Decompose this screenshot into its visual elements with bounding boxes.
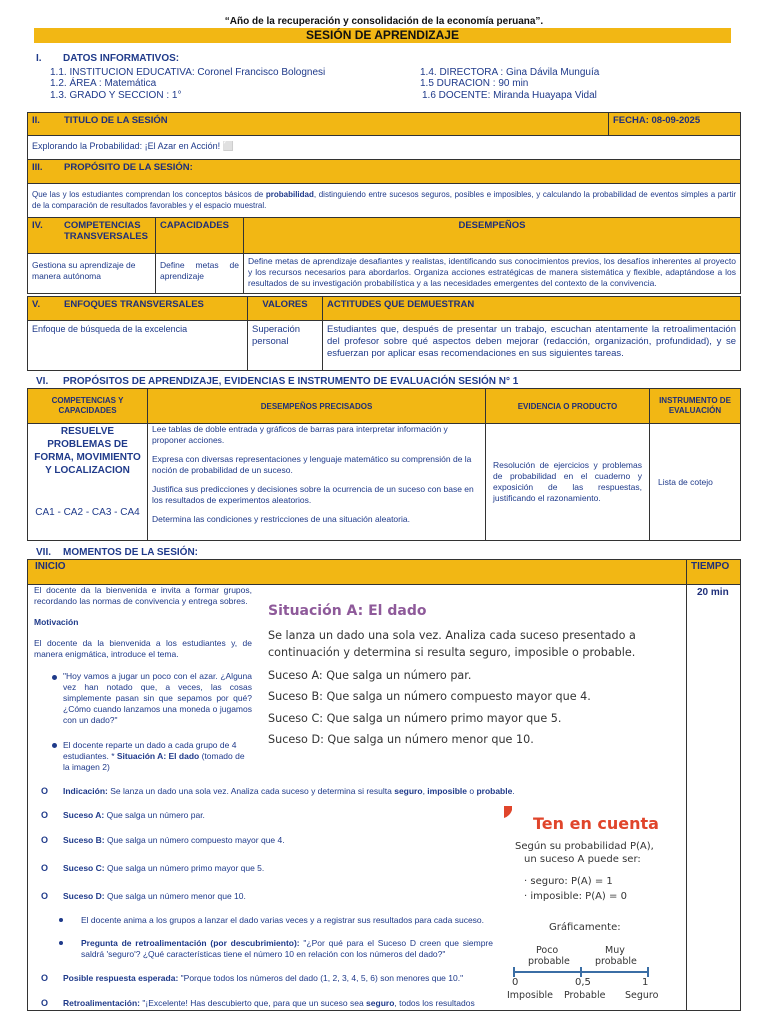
momentos-b2: El docente reparte un dado a cada grupo de 4 estudiantes. * Situación A: El dado (tomado de la imagen 2): [63, 740, 245, 772]
cuenta-n1: 1: [642, 977, 649, 988]
prop-h2: DESEMPEÑOS PRECISADOS: [148, 389, 486, 424]
bullet-dot: [59, 918, 63, 922]
datos-num: I.: [36, 53, 42, 64]
situacion-d: Suceso D: Que salga un número menor que 10.: [268, 733, 534, 746]
momentos-b4: Pregunta de retroalimentación (por descubrimiento): "¿Por qué para el Suceso D creen que siempre saldrá 'seguro'? ¿Qué características tiene el número 10 en relación con los números del dado?": [81, 938, 493, 959]
quote-icon: [502, 806, 522, 820]
cuenta-l4: · imposible: P(A) = 0: [524, 891, 627, 902]
datos-line-1: 1.1. INSTITUCION EDUCATIVA: Coronel Francisco Bolognesi: [50, 67, 326, 78]
inicio-header: [27, 559, 741, 585]
momentos-p2: El docente da la bienvenida a los estudiantes y, de manera enigmática, introduce el tema.: [34, 638, 252, 659]
situacion-a: Suceso A: Que salga un número par.: [268, 669, 472, 682]
suceso-a: Suceso A: Que salga un número par.: [63, 810, 205, 820]
comp-c3: Define metas de aprendizaje desafiantes y realistas, identificando sus conocimientos previos, los desafíos inherentes al proyecto y los recursos necesarios para abordarlos. Organiza acciones estratégicas de manera sistemática y flexible, adaptándose a los resultados de su investigación probabilística y a las necesidades emergentes del contexto de la convivencia.: [244, 254, 741, 294]
prop-instrumento: Lista de cotejo: [650, 424, 741, 541]
prop-evidencia: Resolución de ejercicios y problemas de probabilidad en el cuaderno y exposición de las respuestas, justificando el razonamiento.: [486, 424, 650, 541]
enf-num: V.: [32, 299, 41, 310]
retroalimentacion: Retroalimentación: "¡Excelente! Has descubierto que, para que un suceso sea seguro, todos los resultados: [63, 998, 475, 1008]
o-marker: O: [41, 810, 49, 820]
comp-h1: COMPETENCIAS TRANSVERSALES: [64, 220, 148, 242]
cuenta-graf: Gráficamente:: [549, 922, 621, 933]
situacion-title: Situación A: El dado: [268, 603, 427, 619]
session-title: SESIÓN DE APRENDIZAJE: [34, 28, 731, 43]
cuenta-n05: 0,5: [575, 977, 591, 988]
titulo-value: Explorando la Probabilidad: ¡El Azar en Acción! ⬜: [28, 136, 741, 160]
prop-label: PROPÓSITOS DE APRENDIZAJE, EVIDENCIAS E INSTRUMENTO DE EVALUACIÓN SESIÓN N° 1: [63, 376, 519, 387]
proposito-num: III.: [32, 162, 43, 173]
o-marker: O: [41, 863, 49, 873]
indicacion: Indicación: Se lanza un dado una sola vez. Analiza cada suceso y determina si resulta seguro, imposible o probable.: [63, 786, 515, 796]
situacion-text: Se lanza un dado una sola vez. Analiza cada suceso presentado a continuación y determina si resulta seguro, imposible o probable.: [268, 629, 636, 659]
enf-c1: Enfoque de búsqueda de la excelencia: [28, 321, 248, 371]
cuenta-l1: Según su probabilidad P(A),: [515, 841, 654, 852]
prop-d4: Determina las condiciones y restricciones de una situación aleatoria.: [152, 514, 410, 524]
comp-h2: CAPACIDADES: [156, 218, 244, 254]
suceso-c: Suceso C: Que salga un número primo mayor que 5.: [63, 863, 265, 873]
titulo-proposito-table: [27, 112, 741, 218]
datos-line-3: 1.3. GRADO Y SECCION : 1°: [50, 90, 182, 101]
proposito-text: Que las y los estudiantes comprendan los conceptos básicos de probabilidad, distinguiendo entre sucesos seguros, posibles e imposibles, y calculando la probabilidad de eventos simples a partir de la comparación de resultados favorables y el espacio muestral.: [28, 184, 741, 218]
competencias-table: [27, 217, 741, 294]
inicio-label: INICIO: [35, 561, 66, 572]
datos-right-1: 1.4. DIRECTORA : Gina Dávila Munguía: [420, 67, 600, 78]
proposito-label: PROPÓSITO DE LA SESIÓN:: [64, 162, 193, 173]
o-marker: O: [41, 835, 49, 845]
bullet-dot: [52, 675, 57, 680]
momentos-num: VII.: [36, 547, 52, 558]
suceso-b: Suceso B: Que salga un número compuesto mayor que 4.: [63, 835, 285, 845]
prop-d3: Justifica sus predicciones y decisiones sobre la ocurrencia de un suceso con base en los resultados de experimentos aleatorios.: [152, 484, 474, 505]
suceso-d: Suceso D: Que salga un número menor que 10.: [63, 891, 246, 901]
comp-c2: Define metas de aprendizaje: [156, 254, 244, 294]
comp-h3: DESEMPEÑOS: [244, 218, 741, 254]
prop-h3: EVIDENCIA O PRODUCTO: [486, 389, 650, 424]
prop-h4: INSTRUMENTO DE EVALUACIÓN: [650, 389, 741, 424]
comp-num: IV.: [32, 220, 43, 231]
propositos-table: [27, 388, 741, 541]
cuenta-muy: Muy: [605, 945, 625, 956]
prop-competencia: RESUELVE PROBLEMAS DE FORMA, MOVIMIENTO Y LOCALIZACION: [34, 426, 141, 476]
tiempo-label: TIEMPO: [691, 561, 730, 572]
momentos-b1: "Hoy vamos a jugar un poco con el azar. ¿Alguna vez han notado que, a veces, las cosas simplemente pasan sin que sepamos por qué? ¿Cómo cuando lanzamos una moneda o jugamos con un dado?": [63, 671, 252, 725]
o-marker: O: [41, 973, 49, 983]
datos-line-2: 1.2. ÁREA : Matemática: [50, 78, 157, 89]
bullet-dot: [59, 941, 63, 945]
comp-c1: Gestiona su aprendizaje de manera autónoma: [28, 254, 156, 294]
prop-d1: Lee tablas de doble entrada y gráficos de barras para interpretar información y proponer acciones.: [152, 424, 448, 445]
situacion-b: Suceso B: Que salga un número compuesto mayor que 4.: [268, 690, 591, 703]
cuenta-l3: · seguro: P(A) = 1: [524, 876, 613, 887]
o-marker: O: [41, 998, 49, 1008]
enf-h2: VALORES: [248, 297, 323, 321]
enf-c2: Superación personal: [248, 321, 323, 371]
titulo-label: TITULO DE LA SESIÓN: [64, 115, 168, 126]
cuenta-imp: Imposible: [507, 990, 554, 1001]
momentos-label: MOMENTOS DE LA SESIÓN:: [63, 547, 199, 558]
momentos-p1: El docente da la bienvenida e invita a formar grupos, recordando las normas de convivencia y entrega sobres.: [34, 585, 252, 606]
cuenta-poco2: probable: [528, 956, 570, 967]
prop-h1: COMPETENCIAS Y CAPACIDADES: [28, 389, 148, 424]
enf-h3: ACTITUDES QUE DEMUESTRAN: [323, 297, 741, 321]
prop-d2: Expresa con diversas representaciones y lenguaje matemático su comprensión de la noción de probabilidad de un suceso.: [152, 454, 472, 475]
fecha: FECHA: 08-09-2025: [609, 113, 741, 136]
enfoques-table: [27, 296, 741, 371]
enf-h1: ENFOQUES TRANSVERSALES: [64, 299, 204, 310]
bullet-dot: [52, 743, 57, 748]
momentos-b3: El docente anima a los grupos a lanzar el dado varias veces y a registrar sus resultados para cada suceso.: [81, 915, 485, 925]
motivacion-label: Motivación: [34, 617, 79, 627]
cuenta-l2: un suceso A puede ser:: [524, 854, 641, 865]
o-marker: O: [41, 891, 49, 901]
cuenta-title: Ten en cuenta: [533, 814, 659, 833]
prop-capacidades: CA1 - CA2 - CA3 - CA4: [35, 507, 140, 518]
o-marker: O: [41, 786, 49, 796]
datos-right-3: 1.6 DOCENTE: Miranda Huayapa Vidal: [422, 90, 597, 101]
datos-heading: DATOS INFORMATIVOS:: [63, 53, 180, 64]
titulo-num: II.: [32, 115, 40, 126]
cuenta-poco: Poco: [536, 945, 559, 956]
cuenta-muy2: probable: [595, 956, 637, 967]
prop-num: VI.: [36, 376, 49, 387]
respuesta: Posible respuesta esperada: "Porque todos los números del dado (1, 2, 3, 4, 5, 6) son menores que 10.": [63, 973, 464, 983]
tiempo-minutos: 20 min: [697, 587, 729, 598]
enf-c3: Estudiantes que, después de presentar un trabajo, escuchan atentamente la retroalimentación del profesor sobre qué aspectos deben mejorar (redacción, organización, profundidad), y se esfuerzan por aplicar esas recomendaciones en sus siguientes tareas.: [323, 321, 741, 371]
situacion-c: Suceso C: Que salga un número primo mayor que 5.: [268, 712, 562, 725]
cuenta-n0: 0: [512, 977, 519, 988]
datos-right-2: 1.5 DURACION : 90 min: [420, 78, 529, 89]
year-title: “Año de la recuperación y consolidación de la economía peruana”.: [224, 16, 544, 27]
cuenta-prob: Probable: [564, 990, 606, 1001]
cuenta-seg: Seguro: [625, 990, 659, 1001]
